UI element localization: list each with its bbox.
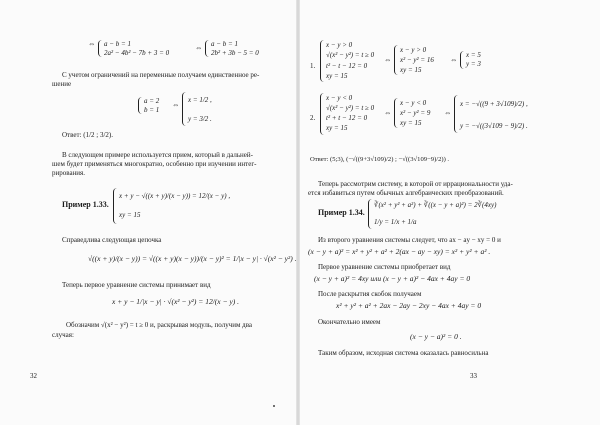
equation: x² − y² = 16 xyxy=(400,56,434,64)
arrow: ⇔ xyxy=(172,100,180,109)
arrow: ⇔ xyxy=(450,55,458,64)
page-number: 32 xyxy=(30,372,37,380)
equation: ∛(x² + y² + a²) + ∛((x − y + a)²) = 2∛(4xy) xyxy=(374,201,497,209)
arrow: ⇔ xyxy=(195,43,203,52)
answer: Ответ: (5;3), (−√((9+3√109)/2) ; −√((3√109−9)/2)) . xyxy=(310,156,450,163)
arrow: ⇔ xyxy=(88,39,96,48)
right-page xyxy=(300,0,600,425)
paragraph-line: С учетом ограничений на переменные получаем единственное ре- xyxy=(62,71,260,79)
paragraph-line: Таким образом, исходная система оказалась равносильна xyxy=(318,349,489,357)
paragraph-line: ется избавиться путем обычных алгебраических преобразований. xyxy=(308,189,504,197)
paragraph-line: Справедлива следующая цепочка xyxy=(62,236,162,244)
equation: a − b = 1 xyxy=(211,40,238,48)
equation: (x − y − a)² = 0 . xyxy=(410,332,462,341)
example-label: Пример 1.33. xyxy=(62,200,109,209)
equation: √(x² − y²) = t ≥ 0 xyxy=(326,51,375,59)
equation: 1/y = 1/x + 1/a xyxy=(374,218,417,226)
equation: y = 3/2 . xyxy=(188,115,212,123)
equation: xy = 15 xyxy=(326,124,348,132)
equation: a = 2 xyxy=(144,97,160,105)
paragraph-line: Теперь рассмотрим систему, в которой от иррациональности уда- xyxy=(318,180,513,188)
arrow: ⇔ xyxy=(384,108,392,117)
equation: y = 3 xyxy=(466,60,481,68)
paragraph-line: Теперь первое уравнение системы принимает вид xyxy=(62,281,211,289)
equation: x − y < 0 xyxy=(400,99,427,107)
paragraph-line: В следующем примере используется прием, который в дальней- xyxy=(62,151,253,159)
left-page xyxy=(0,0,296,425)
arrow: ⇔ xyxy=(384,55,392,64)
equation: x − y > 0 xyxy=(326,41,353,49)
equation: x = −√((9 + 3√109)/2) , xyxy=(460,100,528,108)
equation: x − y < 0 xyxy=(326,94,353,102)
equation: x² + y² + a² + 2ax − 2ay − 2xy − 4ax + 4ay = 0 xyxy=(336,301,482,310)
case-label: 1. xyxy=(310,62,316,70)
equation: (x − y + a)² = 4xy или (x − y + a)² − 4ax + 4ay = 0 xyxy=(314,274,471,283)
equation: xy = 15 xyxy=(400,119,422,127)
paragraph-line: После раскрытия скобок получаем xyxy=(318,290,422,298)
paragraph-line: рирования. xyxy=(52,169,86,177)
answer: Ответ: (1/2 ; 3/2). xyxy=(62,131,113,139)
equation: xy = 15 xyxy=(326,72,348,80)
paragraph-line: шение xyxy=(52,80,72,88)
page-number: 33 xyxy=(470,372,477,380)
case-label: 2. xyxy=(310,114,316,122)
equation: a − b = 1 xyxy=(104,40,131,48)
equation: b = 1 xyxy=(144,106,160,114)
equation: x² − y² = 9 xyxy=(400,109,431,117)
equation: x − y > 0 xyxy=(400,46,427,54)
example-label: Пример 1.34. xyxy=(318,208,365,217)
equation: x + y − 1/|x − y| · √(x² − y²) = 12/(x − y) . xyxy=(112,297,240,306)
paragraph-line: шем будет применяться многократно, особенно при изучении интег- xyxy=(52,160,257,168)
equation: t² − t − 12 = 0 xyxy=(326,62,368,70)
equation: √(x² − y²) = t ≥ 0 xyxy=(326,104,375,112)
equation: 2a² − 4b² − 7b + 3 = 0 xyxy=(104,49,170,57)
paragraph-line: Обозначим √(x² − y²) = t ≥ 0 и, раскрывая модуль, получим два xyxy=(66,321,253,329)
paragraph-line: Окончательно имеем xyxy=(318,318,381,326)
paragraph-line: Из второго уравнения системы следует, что ax − ay − xy = 0 и xyxy=(318,236,501,244)
equation: 2b² + 3b − 5 = 0 xyxy=(211,49,259,57)
equation: xy = 15 xyxy=(119,211,141,219)
equation: y = −√((3√109 − 9)/2) . xyxy=(460,122,528,130)
arrow: ⇔ xyxy=(444,108,452,117)
equation: x = 5 xyxy=(466,51,481,59)
equation: (x − y + a)² = x² + y² + a² + 2(ax − ay − xy) = x² + y² + a² . xyxy=(308,247,491,256)
equation: t² + t − 12 = 0 xyxy=(326,114,368,122)
scan-speck xyxy=(273,405,275,407)
equation: x + y − √((x + y)/(x − y)) = 12/(x − y) , xyxy=(119,192,231,200)
equation: x = 1/2 , xyxy=(188,96,212,104)
equation: √((x + y)/(x − y)) = √((x + y)(x − y))/(x − y)² = 1/|x − y| · √(x² − y²) . xyxy=(88,254,297,263)
equation: xy = 15 xyxy=(400,66,422,74)
paragraph-line: случая: xyxy=(52,331,74,339)
paragraph-line: Первое уравнение системы приобретает вид xyxy=(318,263,451,271)
